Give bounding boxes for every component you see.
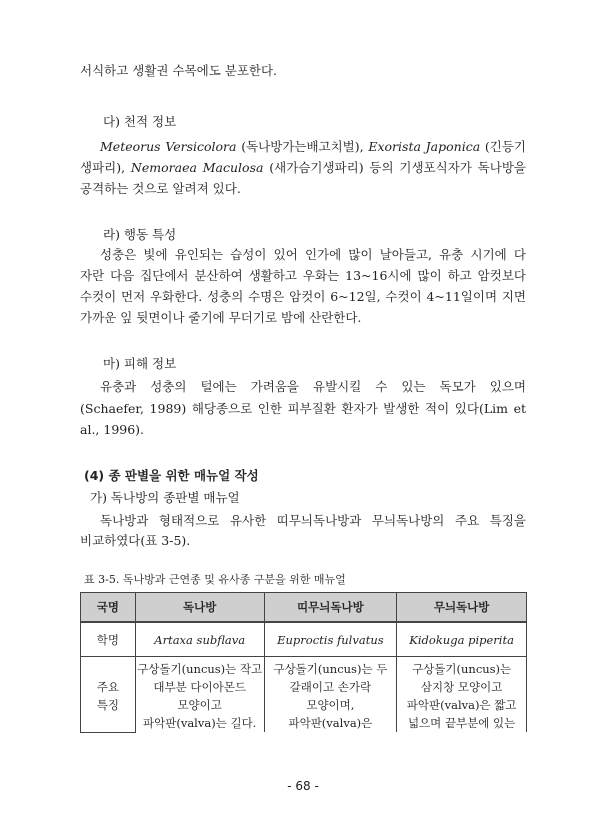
natural-enemies-line-1: [100, 138, 526, 155]
feature-line: 모양이며,: [306, 698, 355, 712]
scientific-name: Kidokuga piperita: [397, 622, 527, 657]
manual-line-1: 독나방과 형태적으로 유사한 띠무늬독나방과 무늬독나방의 주요 특징을: [100, 513, 526, 528]
species-name: Exorista Japonica: [368, 139, 481, 154]
species-korean: (긴등기: [480, 139, 526, 154]
feature-line: 삼지창 모양이고: [420, 680, 503, 694]
scientific-name: Euproctis fulvatus: [264, 622, 397, 657]
comparison-table: [80, 592, 527, 733]
species-name: Nemoraea Maculosa: [130, 160, 264, 175]
header-cell: 국명: [81, 593, 136, 623]
scientific-name: Artaxa subflava: [135, 622, 264, 657]
row-label-line: 주요: [96, 679, 120, 694]
feature-line: 구상돌기(uncus)는 두: [273, 662, 388, 676]
behavior-heading: 라) 행동 특성: [103, 227, 177, 242]
header-cell: 띠무늬독나방: [264, 593, 397, 623]
feature-line: 모양이고: [177, 698, 222, 712]
manual-heading: (4) 종 판별을 위한 매뉴얼 작성: [84, 468, 259, 483]
damage-line-2: (Schaefer, 1989) 해당종으로 인한 피부질환 환자가 발생한 적이 있다(Lim et: [80, 401, 526, 416]
behavior-line-1: 성충은 빛에 유인되는 습성이 있어 인가에 많이 날아들고, 유충 시기에 다: [100, 247, 526, 262]
table-row: [81, 622, 527, 657]
feature-line: 넓으며 끝부분에 있는: [407, 716, 516, 730]
header-cell: 무늬독나방: [397, 593, 527, 623]
row-label: 학명: [81, 622, 136, 657]
table-caption: 표 3-5. 독나방과 근연종 및 유사종 구분을 위한 매뉴얼: [84, 573, 346, 586]
feature-cell: [264, 657, 397, 733]
feature-line: 구상돌기(uncus)는 작고: [137, 662, 263, 676]
manual-line-2: 비교하였다(표 3-5).: [80, 533, 191, 548]
species-korean: 생파리),: [80, 160, 131, 175]
manual-subheading: 가) 독나방의 종판별 매뉴얼: [90, 490, 240, 505]
top-line: 서식하고 생활권 수목에도 분포한다.: [80, 63, 278, 78]
header-cell: 독나방: [135, 593, 264, 623]
feature-line: 파악판(valva)은 짧고: [406, 698, 517, 712]
behavior-line-4: 가까운 잎 뒷면이나 줄기에 무더기로 밤에 산란한다.: [80, 310, 362, 325]
natural-enemies-heading: 다) 천적 정보: [103, 114, 177, 129]
behavior-line-2: 자란 다음 집단에서 분산하여 생활하고 우화는 13~16시에 많이 하고 암컷보다: [80, 268, 526, 283]
feature-line: 갈래이고 손가락: [289, 680, 372, 694]
table-header-row: [81, 593, 527, 623]
damage-heading: 마) 피해 정보: [103, 356, 177, 371]
page-number: - 68 -: [287, 779, 319, 793]
feature-line: 파악판(valva)은: [288, 716, 373, 730]
feature-line: 파악판(valva)는 길다.: [143, 716, 257, 730]
natural-enemies-line-2: [80, 159, 526, 176]
feature-line: 대부분 다이아몬드: [153, 680, 246, 694]
damage-line-1: 유충과 성충의 털에는 가려움을 유발시킬 수 있는 독모가 있으며: [100, 379, 526, 394]
natural-enemies-line-3: 공격하는 것으로 알려져 있다.: [80, 181, 241, 196]
behavior-line-3: 수컷이 먼저 우화한다. 성충의 수명은 암컷이 6~12일, 수컷이 4~11일이며 지면: [80, 289, 526, 304]
row-label: [81, 657, 136, 733]
damage-line-3: al., 1996).: [80, 422, 145, 437]
row-label-line: 특징: [96, 697, 120, 712]
species-korean: (독나방가는배고치벌),: [236, 139, 369, 154]
table-row: [81, 657, 527, 733]
feature-line: 구상돌기(uncus)는: [412, 662, 512, 676]
species-name: Meteorus Versicolora: [100, 139, 237, 154]
species-korean: (새가슴기생파리) 등의 기생포식자가 독나방을: [263, 160, 526, 175]
feature-cell: [397, 657, 527, 733]
feature-cell: [135, 657, 264, 733]
